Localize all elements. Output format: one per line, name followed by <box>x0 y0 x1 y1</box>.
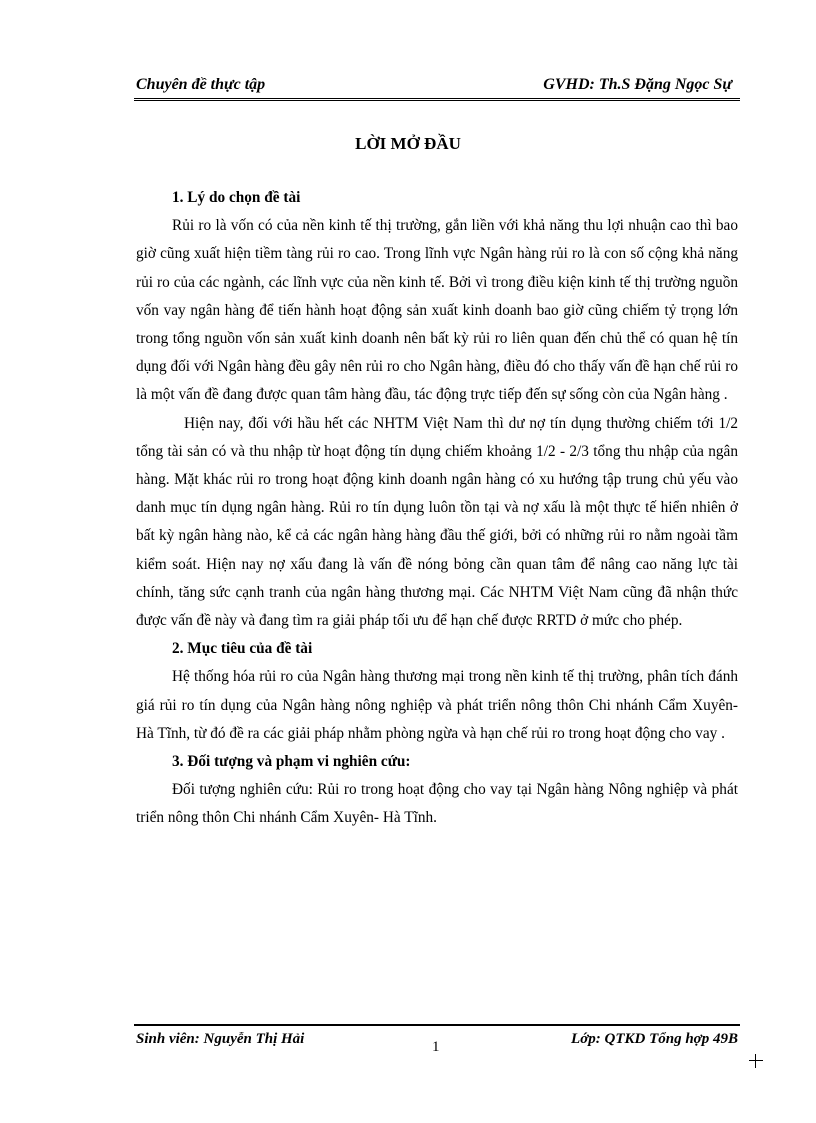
footer-student: Sinh viên: Nguyễn Thị Hải <box>136 1031 305 1047</box>
page-header <box>134 76 740 101</box>
section-3-paragraph-1: Đối tượng nghiên cứu: Rủi ro trong hoạt động cho vay tại Ngân hàng Nông nghiệp và phát triển nông thôn Chi nhánh Cẩm Xuyên- Hà Tĩnh. <box>136 781 738 827</box>
header-supervisor: GVHD: Th.S Đặng Ngọc Sự <box>543 76 732 93</box>
document-body <box>136 184 738 833</box>
page-footer <box>134 1024 740 1055</box>
section-heading-3: 3. Đối tượng và phạm vi nghiên cứu: <box>172 753 411 771</box>
page-title: LỜI MỞ ĐẦU <box>355 134 461 153</box>
crop-mark-icon <box>749 1054 763 1068</box>
section-1-paragraph-2: Hiện nay, đối với hầu hết các NHTM Việt Nam thì dư nợ tín dụng thường chiếm tới 1/2 tổng tài sản có và thu nhập từ hoạt động tín dụng chiếm khoảng 1/2 - 2/3 tổng thu nhập của ngân hàng. Mặt khác rủi ro trong hoạt động kinh doanh ngân hàng có xu hướng tập trung chủ yếu vào danh mục tín dụng ngân hàng. Rủi ro tín dụng luôn tồn tại và nợ xấu là một thực tế hiển nhiên ở bất kỳ ngân hàng nào, kể cả các ngân hàng hàng đầu thế giới, bởi có những rủi ro nằm ngoài tầm kiểm soát. Hiện nay nợ xấu đang là vấn đề nóng bỏng cần quan tâm để nâng cao năng lực tài chính, tăng sức cạnh tranh của ngân hàng thương mại. Các NHTM Việt Nam cũng đã nhận thức được vấn đề này và đang tìm ra giải pháp tối ưu để hạn chế được RRTD ở mức cho phép. <box>136 414 738 630</box>
page-number: 1 <box>432 1039 440 1055</box>
section-heading-2: 2. Mục tiêu của đề tài <box>172 640 313 658</box>
section-2-paragraph-1: Hệ thống hóa rủi ro của Ngân hàng thương mại trong nền kinh tế thị trường, phân tích đánh giá rủi ro tín dụng của Ngân hàng nông nghiệp và phát triển nông thôn Chi nhánh Cẩm Xuyên- Hà Tĩnh, từ đó đề ra các giải pháp nhằm phòng ngừa và hạn chế rủi ro trong hoạt động cho vay . <box>136 668 738 742</box>
section-1-paragraph-1: Rủi ro là vốn có của nền kinh tế thị trường, gắn liền với khả năng thu lợi nhuận cao thì bao giờ cũng xuất hiện tiềm tàng rủi ro cao. Trong lĩnh vực Ngân hàng rủi ro là con số cộng khả năng rủi ro của các ngành, các lĩnh vực của nền kinh tế. Bởi vì trong điều kiện kinh tế thị trường nguồn vốn vay ngân hàng để tiến hành hoạt động sản xuất kinh doanh bao giờ cũng chiếm tỷ trọng lớn trong tổng nguồn vốn sản xuất kinh doanh nên bất kỳ rủi ro liên quan đến chủ thể có quan hệ tín dụng đối với Ngân hàng đều gây nên rủi ro cho Ngân hàng, điều đó cho thấy vấn đề hạn chế rủi ro là một vấn đề đang được quan tâm hàng đầu, tác động trực tiếp đến sự sống còn của Ngân hàng . <box>136 217 738 404</box>
footer-class: Lớp: QTKD Tổng hợp 49B <box>571 1031 738 1047</box>
header-topic: Chuyên đề thực tập <box>136 76 266 93</box>
section-heading-1: 1. Lý do chọn đề tài <box>172 189 301 206</box>
